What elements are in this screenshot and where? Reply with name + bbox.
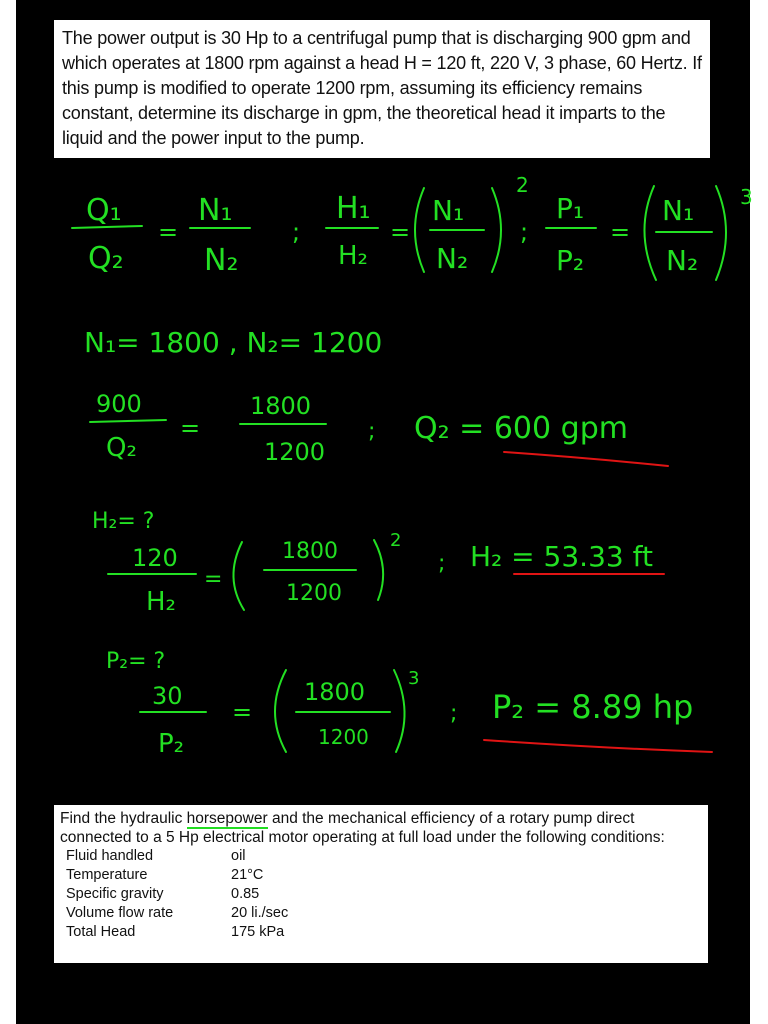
row-label: Fluid handled xyxy=(66,848,154,864)
q-result: Q₂ = 600 gpm xyxy=(414,411,628,446)
table-row xyxy=(66,847,288,866)
p-num: 30 xyxy=(152,682,183,710)
problem-1-text: The power output is 30 Hp to a centrifugal pump that is discharging 900 gpm and which operates at 1800 rpm against a head H = 120 ft, 220 V, 3 phase, 60 Hertz. If this pump is modified to operate 1200 rpm, assuming its efficiency remains constant, determine its discharge in gpm, the theoretical head it imparts to the liquid and the power input to the pump. xyxy=(62,28,702,148)
row-value: oil xyxy=(231,848,246,864)
h-eq: = xyxy=(204,567,223,592)
q-sep: ; xyxy=(368,419,376,444)
problem-2-text-start: Find the hydraulic xyxy=(60,810,187,827)
h-exp: 2 xyxy=(390,530,402,551)
law-n2a: N₂ xyxy=(204,243,239,278)
h-result: H₂ = 53.33 ft xyxy=(470,540,653,573)
law-n1a: N₁ xyxy=(198,193,233,228)
law-sep-2: ; xyxy=(520,218,529,246)
p-den: P₂ xyxy=(158,729,185,759)
table-row xyxy=(66,923,288,942)
h-label: H₂= ? xyxy=(92,509,155,534)
p-rnum: 1800 xyxy=(304,678,366,706)
h-sep: ; xyxy=(438,551,446,576)
law-p1: P₁ xyxy=(556,192,585,225)
table-row xyxy=(66,885,288,904)
law-n2c: N₂ xyxy=(666,244,699,277)
q-den: Q₂ xyxy=(106,433,137,463)
table-row xyxy=(66,866,288,885)
conditions-table xyxy=(66,847,288,942)
law-n1c: N₁ xyxy=(662,194,695,227)
table-row xyxy=(66,904,288,923)
q-eq: = xyxy=(180,414,201,442)
problem-2-text xyxy=(54,805,708,847)
p-sep: ; xyxy=(450,701,458,726)
row-label: Temperature xyxy=(66,867,148,883)
q-rden: 1200 xyxy=(264,438,326,466)
law-q1: Q₁ xyxy=(86,193,122,228)
law-exp-3: 3 xyxy=(740,185,753,209)
law-q2: Q₂ xyxy=(88,241,124,276)
row-label: Total Head xyxy=(66,924,136,940)
row-value: 175 kPa xyxy=(231,924,285,940)
h-num: 120 xyxy=(132,544,178,572)
law-h2: H₂ xyxy=(338,241,368,271)
problem-2-text-end: and the mechanical efficiency of a rotary pump direct connected to a 5 Hp electrical motor operating at full load under the following conditions: xyxy=(60,810,665,846)
p-label: P₂= ? xyxy=(106,649,166,674)
law-p2: P₂ xyxy=(556,244,585,277)
law-exp-2: 2 xyxy=(516,173,529,197)
p-rden: 1200 xyxy=(318,725,369,749)
law-eq-2: = xyxy=(390,218,411,246)
p-exp: 3 xyxy=(408,668,420,689)
row-value: 21°C xyxy=(231,867,264,883)
row-label: Volume flow rate xyxy=(66,905,174,921)
law-sep-1: ; xyxy=(292,218,301,246)
p-eq: = xyxy=(232,698,253,726)
row-value: 20 li./sec xyxy=(231,905,289,921)
row-label: Specific gravity xyxy=(66,886,164,902)
law-eq-3: = xyxy=(610,218,631,246)
law-h1: H₁ xyxy=(336,191,371,226)
h-rden: 1200 xyxy=(286,581,342,606)
law-n2b: N₂ xyxy=(436,242,469,275)
given-speeds: N₁= 1800 , N₂= 1200 xyxy=(84,326,383,359)
p-result: P₂ = 8.89 hp xyxy=(492,688,694,726)
problem-statement-2 xyxy=(54,805,708,963)
h-den: H₂ xyxy=(146,587,176,617)
q-num: 900 xyxy=(96,390,142,418)
h-rnum: 1800 xyxy=(282,539,338,564)
underlined-word: horsepower xyxy=(186,810,268,827)
law-n1b: N₁ xyxy=(432,194,465,227)
q-rnum: 1800 xyxy=(250,392,312,420)
row-value: 0.85 xyxy=(231,886,260,902)
law-eq-1: = xyxy=(158,218,179,246)
